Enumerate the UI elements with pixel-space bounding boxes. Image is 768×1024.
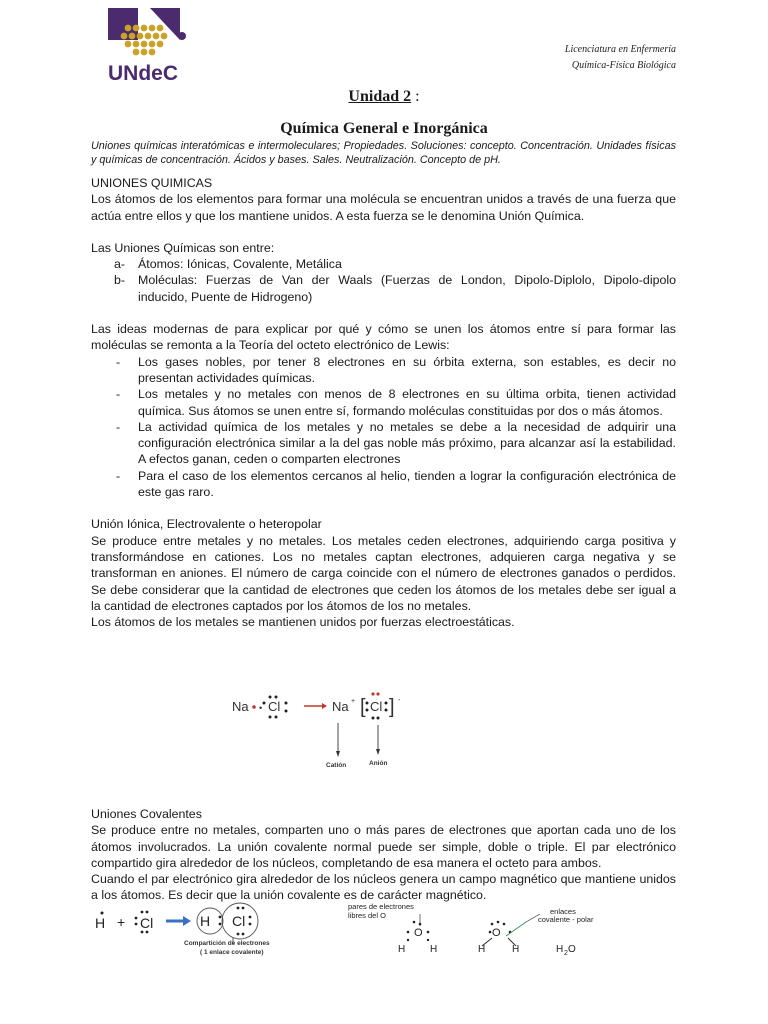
header-line-1: Licenciatura en Enfermería — [564, 44, 676, 55]
svg-text:H: H — [512, 944, 520, 955]
h-symbol: H — [95, 915, 106, 931]
svg-text:-: - — [398, 697, 401, 704]
svg-text:H: H — [430, 944, 438, 955]
lone-pairs-label: pares de electrones — [348, 902, 414, 911]
ionic-bond-figure — [226, 685, 416, 775]
sharing-caption-2: ( 1 enlace covalente) — [200, 949, 264, 956]
reaction-arrow-icon — [322, 703, 327, 709]
svg-text:covalente - polar: covalente - polar — [538, 915, 594, 924]
octet-rules-list — [91, 354, 676, 501]
bond-label: enlaces — [550, 907, 576, 916]
unit-title — [0, 88, 768, 106]
list-item: - La actividad química de los metales y no metales se debe a la necesidad de adquirir una configuración electrónica similar a la del gas noble más próximo, para alcanzar así la estabilidad. A efectos ganan, ceden o comparten electrones — [116, 419, 676, 467]
electron-dot — [252, 705, 256, 709]
logo-text: UNdeC — [108, 62, 179, 84]
na-symbol: Na — [232, 699, 249, 714]
cl-ion-symbol: Cl — [370, 699, 383, 714]
header-line-2: Química-Física Biológica — [571, 60, 676, 71]
sharing-caption: Compartición de electrones — [184, 940, 270, 947]
paragraph: Se produce entre metales y no metales. Los metales ceden electrones, adquiriendo carga positiva y transformándose en cationes. Los no metales captan electrones, adquieren carga negativa y se transforman en aniones. El número de carga coincide con el número de electrones ganados o perdidos. Se debe considerar que la cantidad de electrones que ceden los átomos de los metales debe ser igual a la cantidad de electrones captados por los átomos de los no metales. — [91, 533, 676, 613]
paragraph: Cuando el par electrónico gira alrededor de los núcleos genera un campo magnético que mantiene unidos a los átomos. Es decir que la unión covalente es de carácter magnético. — [91, 872, 676, 903]
cation-label: Catión — [326, 762, 347, 769]
unit-label: Unidad 2 — [348, 88, 412, 105]
svg-text:O: O — [568, 944, 576, 955]
svg-text:H: H — [478, 944, 486, 955]
list-item: a- Átomos: Iónicas, Covalente, Metálica — [114, 257, 342, 272]
paragraph: Se produce entre no metales, comparten uno o más pares de electrones que aportan cada uno de los átomos involucrados. La unión covalente normal puede ser simple, doble o triple. El par electrónico compartido gira alrededor de los núcleos, completando de esa manera el octeto para ambos. — [91, 823, 676, 870]
unit-summary: Uniones químicas interatómicas e intermoleculares; Propiedades. Soluciones: concepto. Concentración. Unidades físicas y químicas de concentración. Ácidos y bases. Sales. Neutralización. Concepto de pH. — [91, 140, 676, 166]
water-formula: H — [556, 944, 564, 955]
svg-text:H: H — [398, 944, 406, 955]
cl-symbol: Cl — [268, 699, 281, 714]
list-item: b- Moléculas: Fuerzas de Van der Waals (Fuerzas de London, Dipolo-Diplolo, Dipolo-dipolo inducido, Puente de Hidrogeno) — [114, 273, 676, 304]
list-item: - Los metales y no metales con menos de 8 electrones en su última orbita, tienen actividad química. Sus átomos se unen entre sí, formando moléculas constituidas por dos o más átomos. — [116, 387, 676, 418]
document-body-covalent — [91, 806, 676, 904]
section-heading-uniones: UNIONES QUIMICAS — [91, 176, 213, 190]
section-heading-covalente: Uniones Covalentes — [91, 807, 202, 821]
na-ion-symbol: Na — [332, 699, 349, 714]
svg-text:+: + — [117, 914, 126, 930]
paragraph: Los átomos de los metales se mantienen unidos por fuerzas electroestáticas. — [91, 615, 515, 630]
main-title: Química General e Inorgánica — [280, 120, 488, 137]
paragraph: Las ideas modernas de para explicar por qué y cómo se unen los átomos entre sí para formar las moléculas se remonta a la Teoría del octeto electrónico de Lewis: — [91, 322, 676, 353]
svg-text:]: ] — [389, 696, 395, 718]
o-symbol: O — [414, 927, 423, 939]
svg-text:[: [ — [360, 696, 366, 718]
reaction-arrow-icon — [183, 916, 191, 926]
list-item: - Para el caso de los elementos cercanos al helio, tienden a lograr la configuración electrónica de este gas raro. — [116, 468, 676, 500]
paragraph: Las Uniones Químicas son entre: — [91, 240, 275, 255]
covalent-bond-figure — [90, 900, 730, 970]
header-course-info — [565, 42, 676, 74]
hcl-cl-symbol: Cl — [232, 913, 246, 929]
document-body — [91, 140, 676, 630]
svg-text:2: 2 — [564, 950, 568, 957]
cl-symbol: Cl — [140, 915, 154, 931]
hcl-h-symbol: H — [200, 913, 211, 929]
o-symbol-2: O — [492, 927, 501, 939]
paragraph: Los átomos de los elementos para formar una molécula se encuentran unidos a través de una fuerza que actúa entre ellos y que los mantiene unidos. A esta fuerza se le denomina Unión Química. — [91, 192, 676, 223]
undec-logo — [106, 6, 190, 84]
union-types-list — [91, 256, 676, 305]
section-heading-ionica: Unión Iónica, Electrovalente o heteropolar — [91, 517, 322, 532]
svg-text:+: + — [351, 698, 356, 705]
unit-colon: : — [415, 88, 420, 105]
list-item: - Los gases nobles, por tener 8 electrones en su órbita externa, son estables, es decir no presentan actividades químicas. — [116, 354, 676, 385]
anion-label: Anión — [369, 760, 388, 767]
svg-text:•: • — [259, 703, 263, 713]
svg-text:libres del O: libres del O — [348, 911, 386, 920]
